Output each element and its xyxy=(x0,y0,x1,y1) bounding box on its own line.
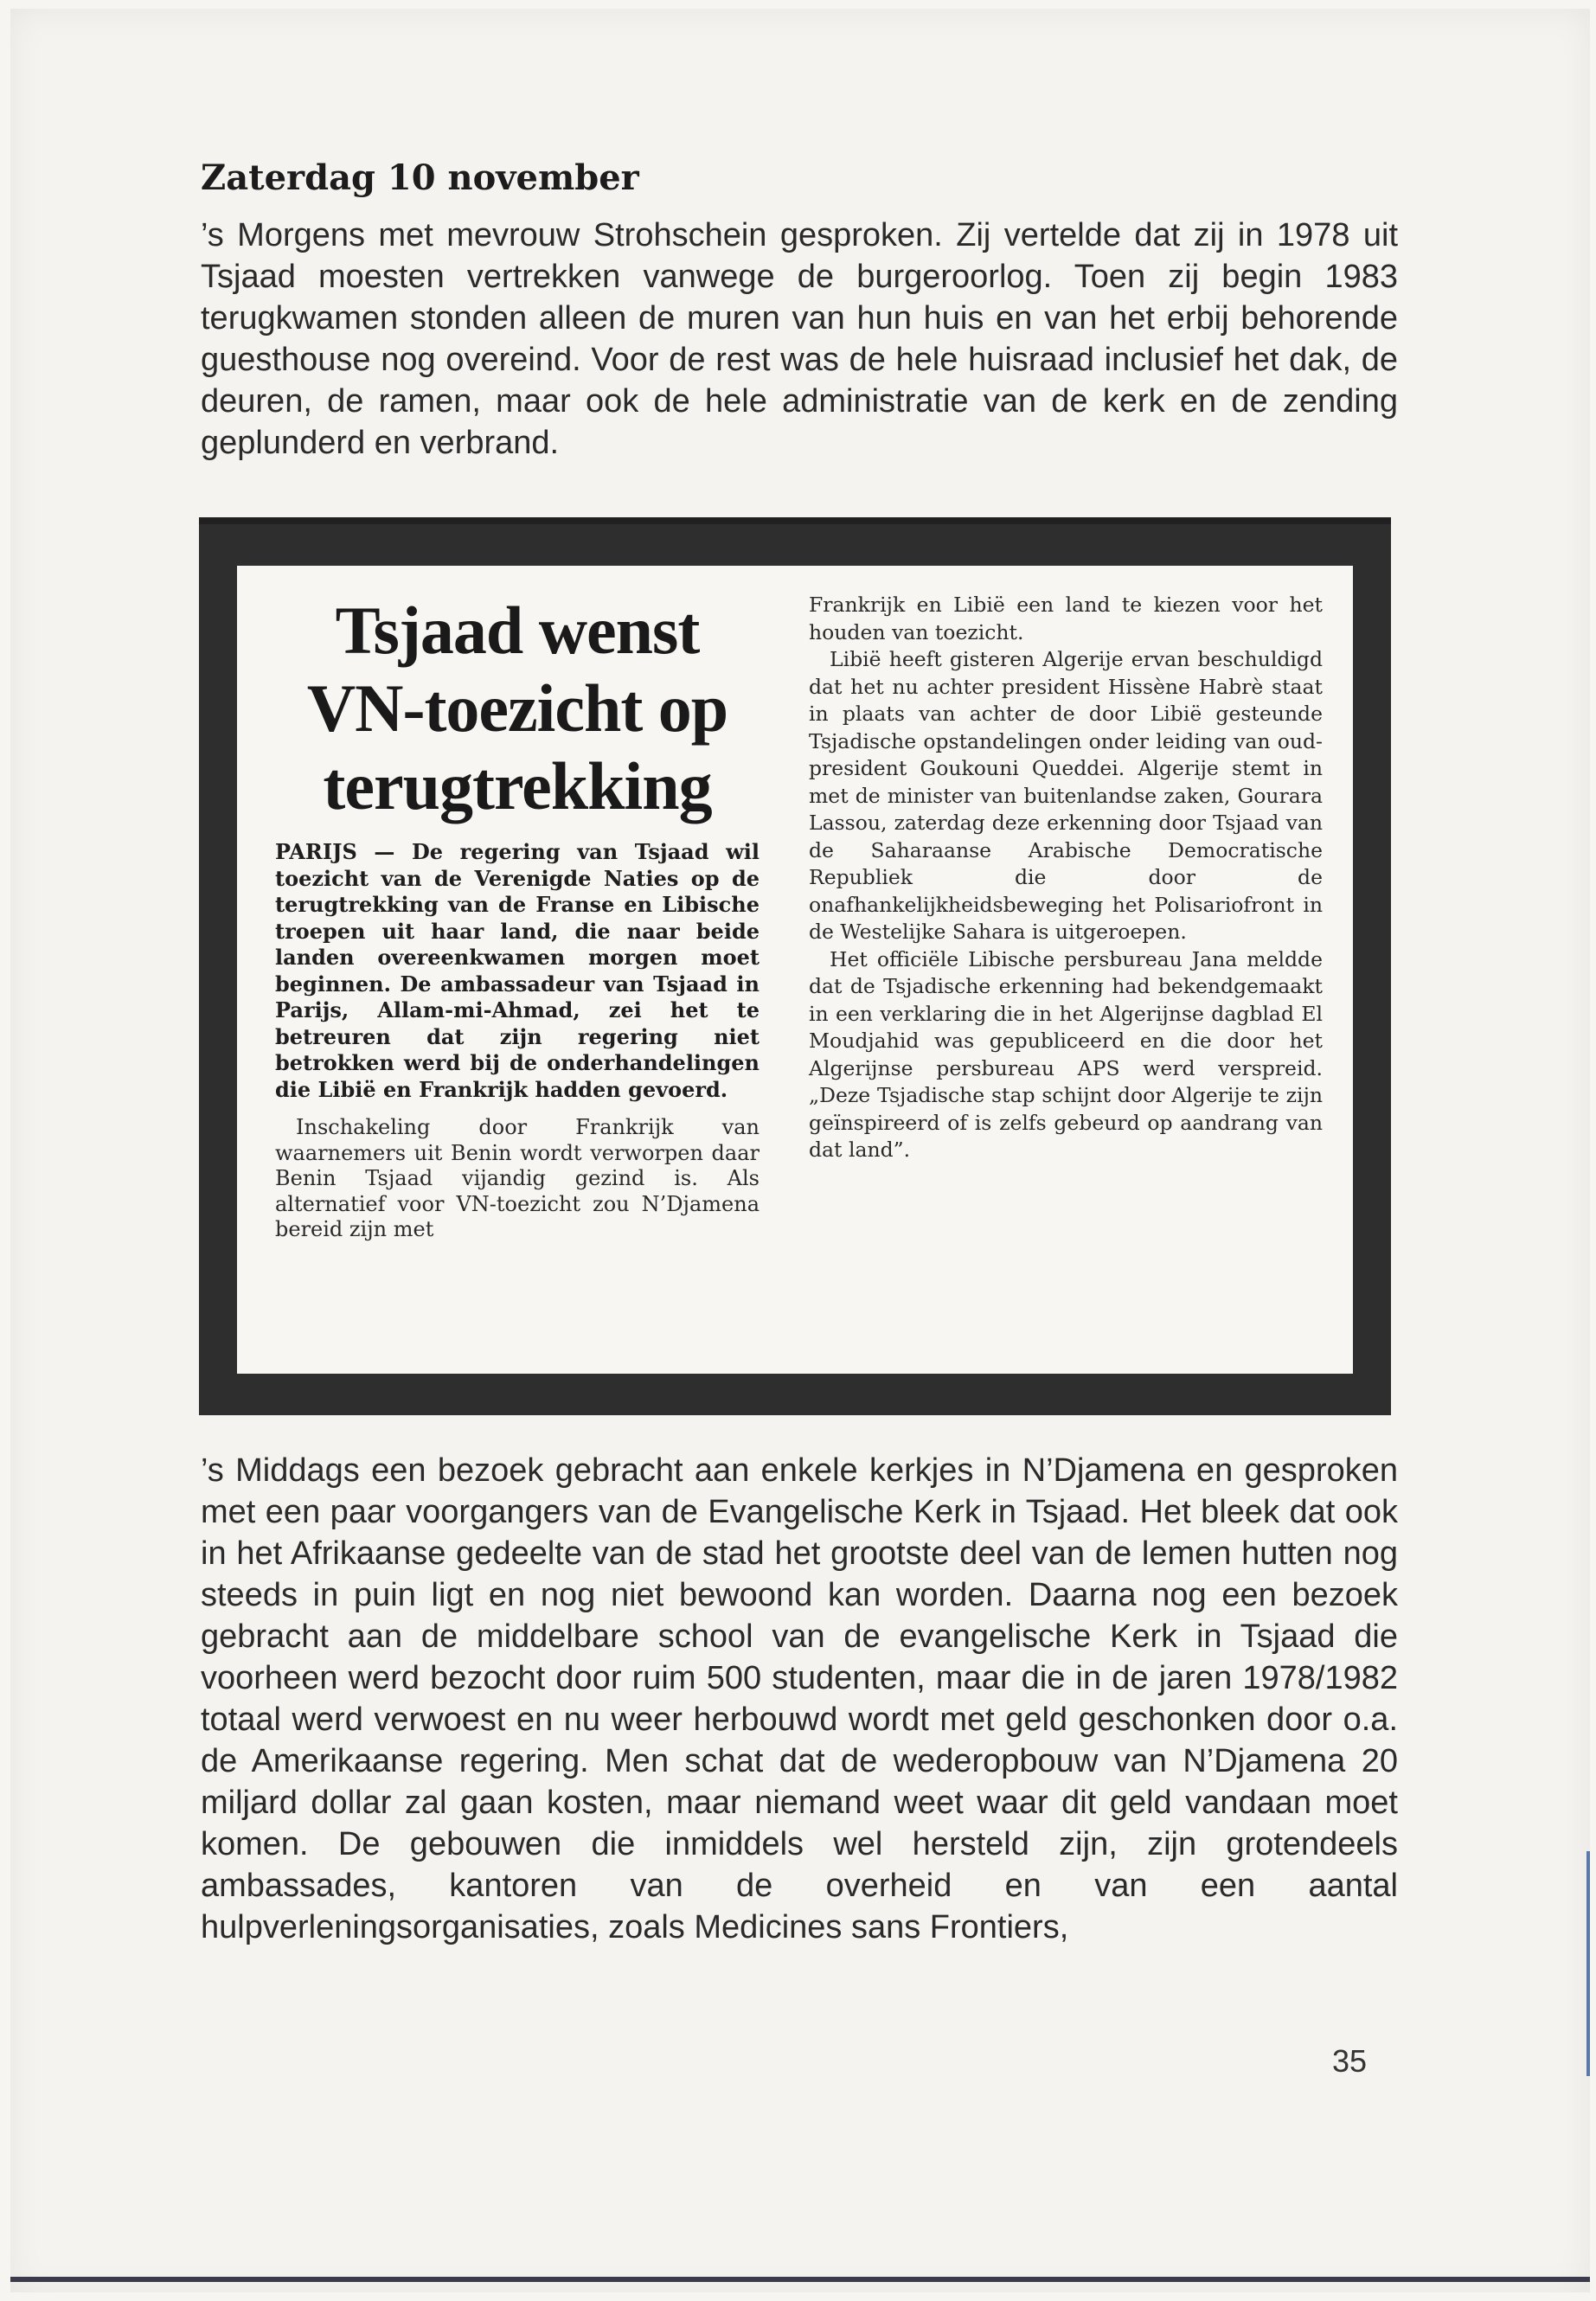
clipping-left-column xyxy=(275,592,760,1243)
clipping-right-column xyxy=(809,592,1323,1164)
clipping-right-body-1: Frankrijk en Libië een land te kiezen voor het houden van toezicht. xyxy=(809,593,1323,644)
clipping-paper xyxy=(237,566,1353,1374)
afternoon-paragraph: ’s Middags een bezoek gebracht aan enkele kerkjes in N’Djamena en gesproken met een paar voorgangers van de Evangelische Kerk in Tsjaad. Het bleek dat ook in het Afrikaanse gedeelte van de stad het grootste deel van de lemen hutten nog steeds in puin ligt en nog niet bewoond kan worden. Daarna nog een bezoek gebracht aan de middelbare school van de evangelische Kerk in Tsjaad die voorheen werd bezocht door ruim 500 studenten, maar die in de jaren 1978/1982 totaal werd verwoest en nu weer herbouwd wordt met geld geschonken door o.a. de Amerikaanse regering. Men schat dat de wederopbouw van N’Djamena 20 miljard dollar zal gaan kosten, maar niemand weet waar dit geld vandaan moet komen. De gebouwen die inmiddels wel hersteld zijn, zijn grotendeels ambassades, kantoren van de overheid en van een aantal hulpverleningsorganisaties, zoals Medicines sans Frontiers, xyxy=(201,1452,1398,1945)
newspaper-clipping xyxy=(199,517,1391,1415)
clipping-left-body: Inschakeling door Frankrijk van waarnemers uit Benin wordt verworpen daar Benin Tsjaad vijandig gezind is. Als alternatief voor VN-toezicht zou N’Djamena bereid zijn met xyxy=(275,1115,760,1241)
clipping-right-body-2: Libië heeft gisteren Algerije ervan beschuldigd dat het nu achter president Hissène Habrè staat in plaats van achter de door Libië gesteunde Tsjadische opstandelingen onder leiding van oud-president Goukouni Queddei. Algerije stemt in met de minister van buitenlandse zaken, Gourara Lassou, zaterdag deze erkenning door Tsjaad van de Saharaanse Arabische Democratische Republiek die door de onafhankelijkheidsbeweging het Polisariofront in de Westelijke Sahara is uitgeroepen. xyxy=(809,647,1323,944)
morning-paragraph: ’s Morgens met mevrouw Strohschein gesproken. Zij vertelde dat zij in 1978 uit Tsjaad moesten vertrekken vanwege de burgeroorlog. Toen zij begin 1983 terugkwamen stonden alleen de muren van hun huis en van het erbij behorende guesthouse nog overeind. Voor de rest was de hele huisraad inclusief het dak, de deuren, de ramen, maar ook de hele administratie van de kerk en de zending geplunderd en verbrand. xyxy=(201,217,1398,461)
clipping-lead: PARIJS — De regering van Tsjaad wil toezicht van de Verenigde Naties op de terugtrekking van de Franse en Libische troepen uit haar land, die naar beide landen overeenkwamen morgen moet beginnen. De ambassadeur van Tsjaad in Parijs, Allam-mi-Ahmad, zei het te betreuren dat zijn regering niet betrokken werd bij de onderhandelingen die Libië en Frankrijk hadden gevoerd. xyxy=(275,839,760,1102)
page-number: 35 xyxy=(1332,2043,1368,2079)
diary-date-heading: Zaterdag 10 november xyxy=(201,157,639,198)
clipping-right-body-3: Het officiële Libische persbureau Jana meldde dat de Tsjadische erkenning had bekendgemaakt in een verklaring die in het Algerijnse dagblad El Moudjahid was gepubliceerd en die door het Algerijnse persbureau APS werd verspreid. „Deze Tsjadische stap schijnt door Algerije te zijn geïnspireerd of is zelfs gebeurd op aandrang van dat land”. xyxy=(809,946,1323,1162)
bottom-edge-rule xyxy=(10,2277,1590,2282)
page-edge-mark xyxy=(1586,1851,1590,2076)
clipping-headline: Tsjaad wenst VN-toezicht op terugtrekking xyxy=(306,593,728,824)
